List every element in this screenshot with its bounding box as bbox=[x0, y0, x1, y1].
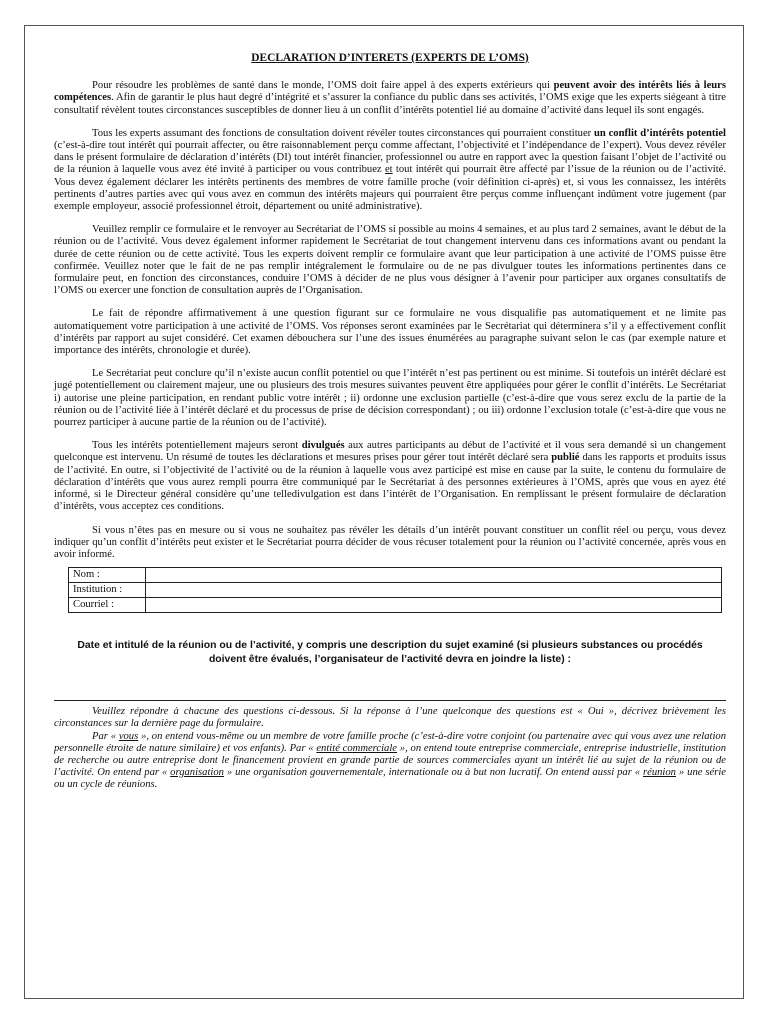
para2-underlined: et bbox=[384, 164, 393, 176]
para2-text-mid: (c’est-à-dire tout intérêt qui pourrait affecter, ou être raisonnablement perçu comme affectant, l’objectivité et l’indépendance de l’expert). Vous devez révéler dans le présent formulaire de déclaration d’intérêts (DI) tout intérêt financier, professionnel ou autre en rapport avec la question faisant l’objet de l’activité ou de la réunion à laquelle vous avez été invité à participer ou vous contribuez bbox=[54, 140, 726, 176]
para6-text: Tous les intérêts potentiellement majeurs seront bbox=[92, 440, 302, 452]
disclosure-paragraph bbox=[54, 440, 726, 513]
para1-bold: peuvent avoir des intérêts liés à leurs compétences bbox=[54, 80, 726, 104]
para1-text-end: . Afin de garantir le plus haut degré d’intégrité et s’assurer la confiance du public dans ses activités, l’OMS exige que les experts siégeant à titre consultatif révèlent toutes circonstances susceptibles de donner lieu à un conflit d’intérêts potentiel lié au domaine d’activité dans lequel ils sont engagés. bbox=[54, 92, 726, 116]
courriel-row bbox=[69, 598, 722, 613]
meeting-description-line[interactable] bbox=[54, 700, 726, 701]
conflict-paragraph bbox=[54, 128, 726, 213]
def-text-3: », on entend toute entreprise commerciale, entreprise industrielle, institution de recherche ou autre entreprise dont le financement provient en grande partie de sources commerciales ayant un intérêt lié au sujet de la réunion ou de l’activité. On entend par « bbox=[54, 742, 727, 779]
para2-bold: un conflit d’intérêts potentiel bbox=[594, 127, 726, 139]
nom-label: Nom : bbox=[69, 568, 146, 583]
def-text-2: », on entend vous-même ou un membre de votre famille proche (c’est-à-dire votre conjoint (ou partenaire avec qui vous avez une relation personnelle étroite de nature similaire) et vos enfants). Par « bbox=[54, 730, 726, 754]
para2-text-end: tout intérêt qui pourrait être affecté par l’issue de la réunion ou de l’activité. Vous devez également déclarer les intérêts pertinents des membres de votre famille proche (voir définition ci-après) et, si vous les connaissez, les intérêts pertinents d’autres parties avec qui vous avez en commun des intérêts majeurs qui pourraient être perçus comme influençant indûment votre jugement (par exemple employeur, associé professionnel étroit, département ou unité administrative). bbox=[54, 164, 726, 213]
intro-paragraph bbox=[54, 80, 726, 117]
document-title: DECLARATION D’INTERETS (EXPERTS DE L’OMS) bbox=[251, 52, 529, 64]
document-body bbox=[54, 52, 726, 792]
def-text-1: Par « bbox=[92, 730, 119, 742]
def-term-reunion: réunion bbox=[643, 767, 676, 779]
para6-bold-divulgues: divulgués bbox=[301, 440, 345, 452]
def-text-4: » une organisation gouvernementale, internationale ou à but non lucratif. On entend aussi par « bbox=[223, 767, 644, 779]
para6-text-mid: aux autres participants au début de l’activité et il vous sera demandé si un changement quelconque est intervenu. Un résumé de toutes les déclarations et mesures prises pour gérer tout intérêt déclaré sera bbox=[54, 440, 727, 464]
para6-text-end: dans les rapports et produits issus de l’activité. En outre, si l’objectivité de l’activité ou de la réunion à laquelle vous avez participé est mise en cause par la suite, le contenu du formulaire de déclaration d’intérêts que vous aurez rempli pourra être communiqué par le Secrétariat à des personnes extérieures à l’OMS, après que vous en ayez été informé, si le Directeur général considère qu’une telledivulgation est dans l’intérêt de l’Organisation. En remplissant le présent formulaire de déclaration d’intérêts, vous acceptez ces conditions. bbox=[54, 452, 726, 513]
definitions-note bbox=[54, 731, 726, 792]
nom-field[interactable] bbox=[146, 568, 722, 583]
def-term-organisation: organisation bbox=[170, 767, 224, 779]
submission-paragraph: Veuillez remplir ce formulaire et le renvoyer au Secrétariat de l’OMS si possible au moins 4 semaines, et au plus tard 2 semaines, avant le début de la réunion ou de l’activité. Vous devez également informer rapidement le Secrétariat de tout changement intervenu dans ces informations avant ou pendant la durée de cette réunion ou de cette activité. Tous les experts doivent remplir ce formulaire avant que leur participation à une activité de l’OMS puisse être confirmée. Veuillez noter que le fait de ne pas remplir intégralement le formulaire ou de ne pas divulguer toutes les informations pertinentes dans ce formulaire peut, en fonction des circonstances, conduire l’OMS à décider de ne plus vous désigner à l’avenir pour participer aux organes consultatifs de l’OMS ou exercer une fonction de consultation auprès de l’Organisation. bbox=[54, 224, 726, 297]
secretariat-measures-paragraph: Le Secrétariat peut conclure qu’il n’existe aucun conflit potentiel ou que l’intérêt n’est pas pertinent ou est minime. Si toutefois un intérêt déclaré est jugé potentiellement ou clairement majeur, une ou plusieurs des trois mesures suivantes peuvent être appliquées pour gérer le conflit d’intérêts. Le Secrétariat i) autorise une pleine participation, en rendant public votre intérêt ; ii) ordonne une exclusion partielle (c’est-à-dire que vous serez exclu de la partie de la réunion ou de l’activité liée à l’intérêt déclaré et du processus de prise de décision correspondant) ; ou iii) ordonne l’exclusion totale (c’est-à-dire que vous ne pourrez participer à aucune partie de la réunion ou de l’activité). bbox=[54, 368, 726, 429]
nom-row bbox=[69, 568, 722, 583]
identity-table bbox=[68, 567, 722, 613]
para1-text: Pour résoudre les problèmes de santé dans le monde, l’OMS doit faire appel à des experts extérieurs qui bbox=[92, 80, 554, 92]
def-term-vous: vous bbox=[118, 730, 139, 742]
institution-label: Institution : bbox=[69, 583, 146, 598]
meeting-description-heading: Date et intitulé de la réunion ou de l’activité, y compris une description du sujet examiné (si plusieurs substances ou procédés doivent être évalués, l’organisateur de l’activité devra en joindre la liste) : bbox=[77, 640, 703, 665]
courriel-field[interactable] bbox=[146, 598, 722, 613]
instructions-note: Veuillez répondre à chacune des questions ci-dessous. Si la réponse à l’une quelconque des questions est « Oui », décrivez brièvement les circonstances sur la dernière page du formulaire. bbox=[54, 706, 726, 730]
def-term-entite-commerciale: entité commerciale bbox=[316, 742, 397, 754]
definitions-notes bbox=[54, 706, 726, 791]
institution-field[interactable] bbox=[146, 583, 722, 598]
recusal-paragraph: Si vous n’êtes pas en mesure ou si vous ne souhaitez pas révéler les détails d’un intérêt pouvant constituer un conflit réel ou perçu, vous devez indiquer qu’un conflit d’intérêts peut exister et le Secrétariat pourra décider de vous récuser totalement pour la réunion ou l’activité concernée, après vous en avoir informé. bbox=[54, 524, 726, 560]
courriel-label: Courriel : bbox=[69, 598, 146, 613]
institution-row bbox=[69, 583, 722, 598]
para2-text: Tous les experts assumant des fonctions de consultation doivent révéler toutes circonstances qui pourraient constituer bbox=[92, 127, 594, 139]
affirmative-answer-paragraph: Le fait de répondre affirmativement à une question figurant sur ce formulaire ne vous disqualifie pas automatiquement et ne limite pas automatiquement votre participation à une activité de l’OMS. Vos réponses seront examinées par le Secrétariat qui déterminera s’il y a effectivement conflit d’intérêts par rapport au sujet considéré. Cet examen débouchera sur l’une des issues énumérées au paragraphe suivant selon le cas (par exemple nature et importance des intérêts, chronologie et durée). bbox=[54, 308, 726, 357]
para6-bold-publie: publié bbox=[551, 452, 580, 464]
def-text-5: » une série ou un cycle de réunions. bbox=[54, 767, 726, 791]
